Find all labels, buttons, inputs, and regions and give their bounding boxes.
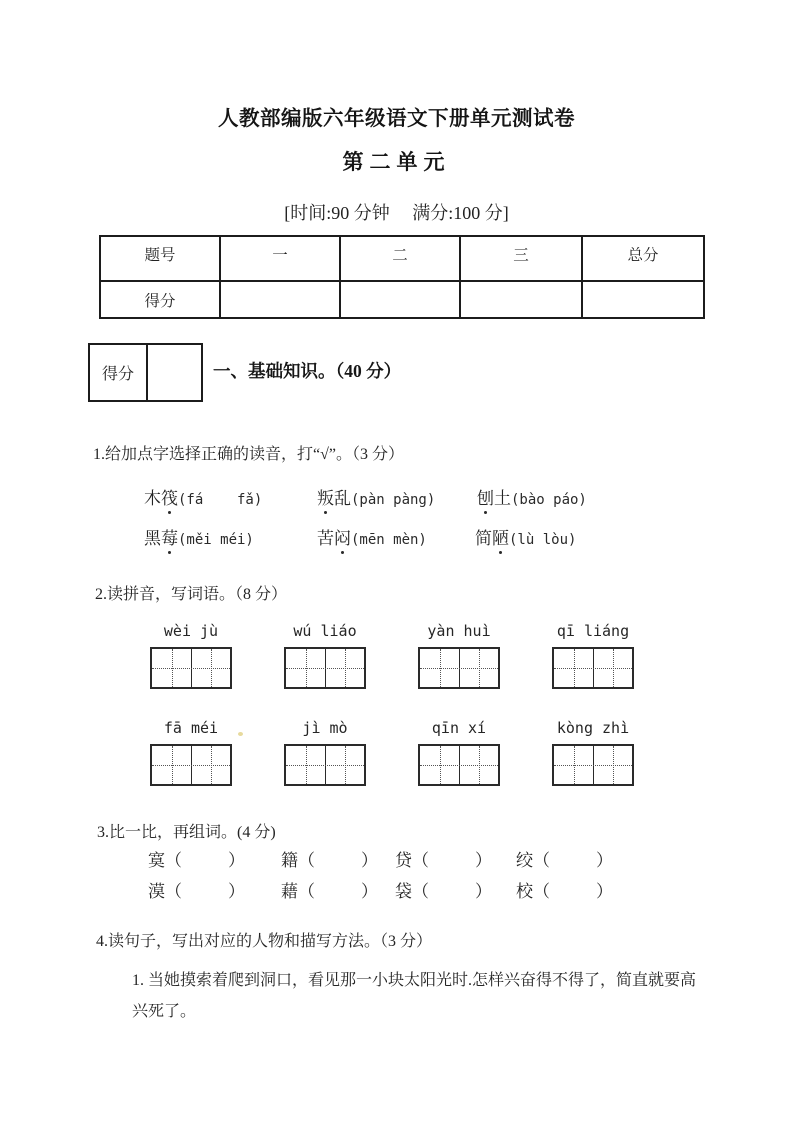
writing-box <box>150 744 232 786</box>
q1-heading: 1.给加点字选择正确的读音，打“√”。（3 分） <box>93 446 404 463</box>
q3-word-group: 绞 （ ） <box>516 846 613 871</box>
grid-line <box>172 746 173 784</box>
grid-line <box>211 746 212 784</box>
q3-word-group: 寞 （ ） <box>148 846 245 871</box>
writing-box <box>418 744 500 786</box>
q3-word-group: 籍 （ ） <box>281 846 378 871</box>
paren-close: ） <box>475 851 492 870</box>
grid-line <box>152 765 230 766</box>
paren-close: ） <box>361 851 378 870</box>
dotted-char: 刨 <box>477 484 494 509</box>
q3-word-group: 袋 （ ） <box>395 877 492 902</box>
header-question-number: 题号 <box>100 236 220 281</box>
dotted-char: 筏 <box>161 484 178 509</box>
section1-heading: 一、基础知识。（40 分） <box>213 361 402 381</box>
paren-close: ） <box>596 851 613 870</box>
score-table-header-row <box>100 236 704 281</box>
grid-line <box>554 765 632 766</box>
score-cell-empty <box>340 281 460 318</box>
dotted-char: 叛 <box>317 484 334 509</box>
header-section-three: 三 <box>460 236 582 281</box>
grid-line <box>440 649 441 687</box>
grid-line <box>574 746 575 784</box>
score-box-blank-cell <box>148 345 201 400</box>
grid-line <box>286 765 364 766</box>
q1-word-item: 黑莓(měi méi) <box>144 524 254 549</box>
paren-close: ） <box>228 851 245 870</box>
q1-word-item: 苦闷(mēn mèn) <box>317 524 427 549</box>
grid-line <box>211 649 212 687</box>
writing-box <box>552 647 634 689</box>
q1-row2 <box>0 524 793 546</box>
writing-box <box>284 647 366 689</box>
q3-word-group: 贷 （ ） <box>395 846 492 871</box>
writing-box <box>552 744 634 786</box>
q3-word-group: 藉 （ ） <box>281 877 378 902</box>
header-section-two: 二 <box>340 236 460 281</box>
paren-close: ） <box>475 882 492 901</box>
pinyin-options: (lù lòu) <box>509 532 577 548</box>
grid-line <box>286 668 364 669</box>
pinyin-label: jì mò <box>302 719 348 737</box>
pinyin-label: fā méi <box>163 719 219 737</box>
paren-close: ） <box>228 882 245 901</box>
header-section-one: 一 <box>220 236 340 281</box>
q4-heading: 4.读句子，写出对应的人物和描写方法。（3 分） <box>96 933 433 950</box>
grid-line <box>172 649 173 687</box>
grid-line <box>152 668 230 669</box>
grid-line <box>440 746 441 784</box>
grid-line <box>613 649 614 687</box>
grid-line <box>479 746 480 784</box>
score-summary-table <box>99 235 705 319</box>
score-cell-empty <box>460 281 582 318</box>
q1-word-item: 刨土(bào páo) <box>477 484 587 509</box>
pinyin-options: (mēn mèn) <box>351 532 427 548</box>
grid-line <box>420 765 498 766</box>
paren-open: （ <box>165 851 182 870</box>
grid-line <box>306 746 307 784</box>
paren-open: （ <box>533 882 550 901</box>
grid-line <box>574 649 575 687</box>
grid-line <box>613 746 614 784</box>
grid-line <box>420 668 498 669</box>
pinyin-label: yàn huì <box>427 622 491 640</box>
score-cell-empty <box>582 281 704 318</box>
q2-heading: 2.读拼音，写词语。（8 分） <box>95 586 288 603</box>
score-table-score-row <box>100 281 704 318</box>
paren-close: ） <box>361 882 378 901</box>
q3-word-group: 校 （ ） <box>516 877 613 902</box>
q4-sentence-line1: 1. 当她摸索着爬到洞口，看见那一小块太阳光时.怎样兴奋得不得了，简直就要高 <box>132 972 697 989</box>
q3-heading: 3.比一比，再组词。(4 分) <box>97 824 276 841</box>
q1-row1 <box>0 484 793 506</box>
paren-open: （ <box>412 882 429 901</box>
paren-open: （ <box>298 851 315 870</box>
dotted-char: 闷 <box>334 524 351 549</box>
score-box-label: 得分 <box>90 345 148 400</box>
q1-word-item: 简陋(lù lòu) <box>475 524 576 549</box>
paren-open: （ <box>412 851 429 870</box>
header-total-score: 总分 <box>582 236 704 281</box>
exam-time-score-info: [时间:90 分钟 满分:100 分] <box>284 203 509 223</box>
writing-box <box>150 647 232 689</box>
section-score-box <box>88 343 203 402</box>
q1-word-item: 木筏(fá fǎ) <box>144 484 262 509</box>
paren-open: （ <box>165 882 182 901</box>
pinyin-label: wú liáo <box>293 622 357 640</box>
q3-row1 <box>0 846 793 868</box>
grid-line <box>554 668 632 669</box>
q3-word-group: 漠 （ ） <box>148 877 245 902</box>
pinyin-options: (bào páo) <box>511 492 587 508</box>
q4-sentence-line2: 兴死了。 <box>132 1003 197 1020</box>
pinyin-label: qīn xí <box>431 719 487 737</box>
grid-line <box>345 649 346 687</box>
dotted-char: 莓 <box>161 524 178 549</box>
grid-line <box>345 746 346 784</box>
dotted-char: 陋 <box>492 524 509 549</box>
pinyin-options: (fá fǎ) <box>178 492 263 508</box>
paren-open: （ <box>298 882 315 901</box>
q1-word-item: 叛乱(pàn pàng) <box>317 484 435 509</box>
pinyin-label: wèi jù <box>163 622 219 640</box>
pinyin-options: (měi méi) <box>178 532 254 548</box>
pinyin-label: qī liáng <box>556 622 630 640</box>
paren-close: ） <box>596 882 613 901</box>
q3-row2 <box>0 877 793 899</box>
score-cell-empty <box>220 281 340 318</box>
page-title: 人教部编版六年级语文下册单元测试卷 <box>218 108 575 130</box>
score-row-label: 得分 <box>100 281 220 318</box>
paren-open: （ <box>533 851 550 870</box>
pinyin-options: (pàn pàng) <box>351 492 436 508</box>
grid-line <box>306 649 307 687</box>
scan-artifact-dot <box>238 732 243 736</box>
unit-subtitle: 第二单元 <box>342 150 451 174</box>
pinyin-label: kòng zhì <box>556 719 630 737</box>
writing-box <box>418 647 500 689</box>
grid-line <box>479 649 480 687</box>
writing-box <box>284 744 366 786</box>
